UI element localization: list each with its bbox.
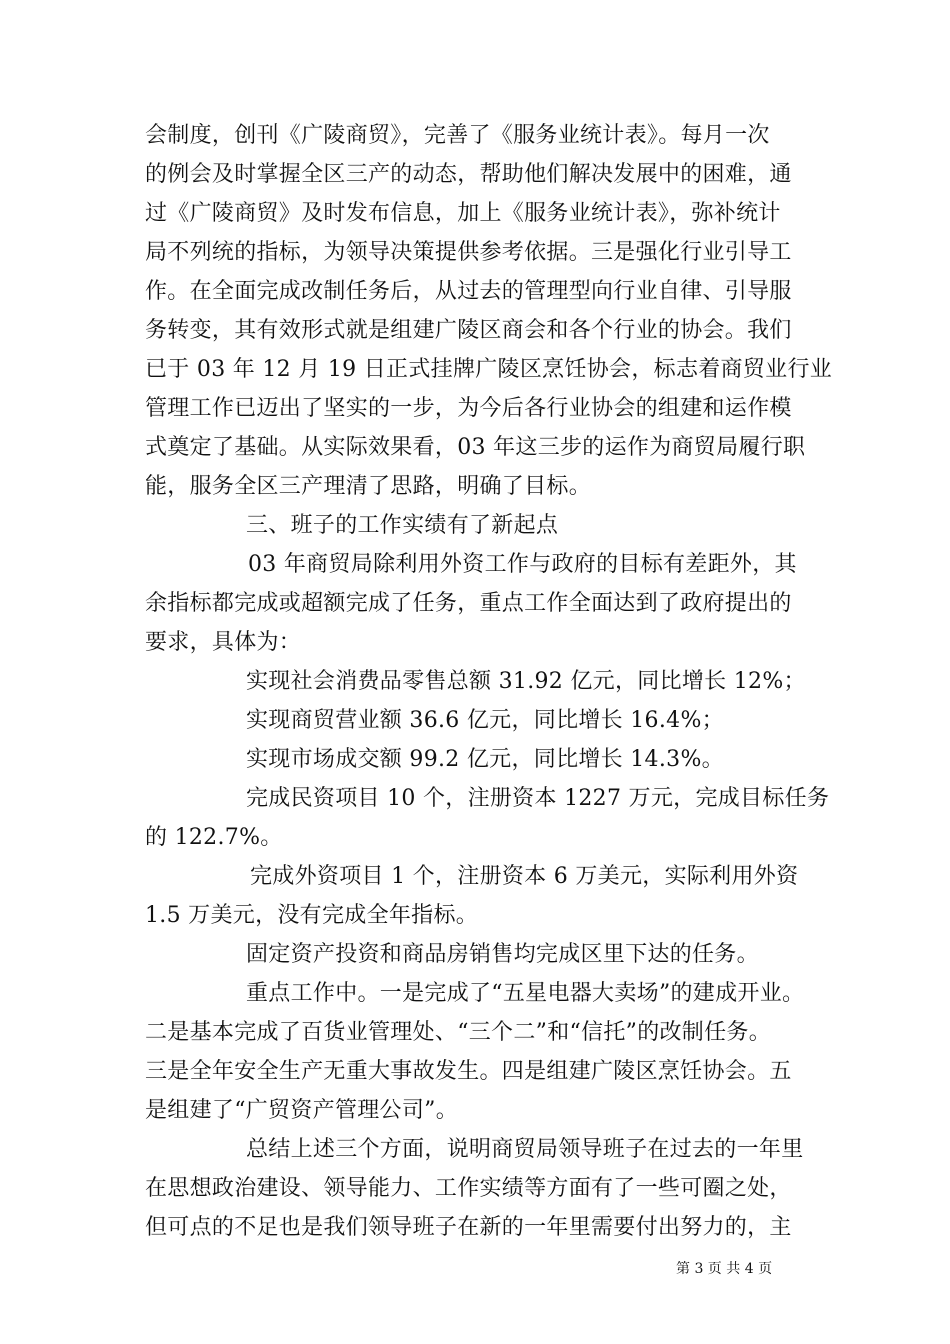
text-line: 要求，具体为： <box>145 630 302 655</box>
text-line: 固定资产投资和商品房销售均完成区里下达的任务。 <box>246 942 759 967</box>
text-line: 式奠定了基础。从实际效果看，03 年这三步的运作为商贸局履行职 <box>145 435 806 460</box>
text-line: 作。在全面完成改制任务后，从过去的管理型向行业自律、引导服 <box>145 279 792 304</box>
page-number: 第 3 页 共 4 页 <box>676 1261 773 1277</box>
text-line: 总结上述三个方面，说明商贸局领导班子在过去的一年里 <box>246 1137 804 1162</box>
text-line: 局不列统的指标，为领导决策提供参考依据。三是强化行业引导工 <box>145 240 792 265</box>
text-line: 过《广陵商贸》及时发布信息，加上《服务业统计表》，弥补统计 <box>145 201 781 226</box>
text-line: 是组建了“广贸资产管理公司”。 <box>145 1098 458 1123</box>
section-heading: 三、班子的工作实绩有了新起点 <box>246 513 559 538</box>
text-line: 三是全年安全生产无重大事故发生。四是组建广陵区烹饪协会。五 <box>145 1059 792 1084</box>
text-line: 但可点的不足也是我们领导班子在新的一年里需要付出努力的，主 <box>145 1215 792 1240</box>
text-line: 能，服务全区三产理清了思路，明确了目标。 <box>145 474 592 499</box>
text-line: 会制度，创刊《广陵商贸》，完善了《服务业统计表》。每月一次 <box>145 123 770 148</box>
text-line: 实现商贸营业额 36.6 亿元，同比增长 16.4%； <box>246 708 724 733</box>
text-line: 已于 03 年 12 月 19 日正式挂牌广陵区烹饪协会，标志着商贸业行业 <box>145 357 833 382</box>
text-line: 余指标都完成或超额完成了任务，重点工作全面达到了政府提出的 <box>145 591 792 616</box>
text-line: 的例会及时掌握全区三产的动态，帮助他们解决发展中的困难，通 <box>145 162 792 187</box>
text-line: 完成民资项目 10 个，注册资本 1227 万元，完成目标任务 <box>246 786 830 811</box>
text-line: 03 年商贸局除利用外资工作与政府的目标有差距外，其 <box>248 552 797 577</box>
text-line: 重点工作中。一是完成了“五星电器大卖场”的建成开业。 <box>246 981 805 1006</box>
text-line: 在思想政治建设、领导能力、工作实绩等方面有了一些可圈之处， <box>145 1176 792 1201</box>
text-line: 实现市场成交额 99.2 亿元，同比增长 14.3%。 <box>246 747 724 772</box>
text-line: 务转变，其有效形式就是组建广陵区商会和各个行业的协会。我们 <box>145 318 792 343</box>
text-line: 完成外资项目 1 个，注册资本 6 万美元，实际利用外资 <box>250 864 799 889</box>
text-line: 二是基本完成了百货业管理处、“三个二”和“信托”的改制任务。 <box>145 1020 771 1045</box>
text-line: 管理工作已迈出了坚实的一步，为今后各行业协会的组建和运作模 <box>145 396 792 421</box>
text-line: 实现社会消费品零售总额 31.92 亿元，同比增长 12%； <box>246 669 806 694</box>
text-line: 1.5 万美元，没有完成全年指标。 <box>145 903 479 928</box>
text-line: 的 122.7%。 <box>145 825 283 850</box>
